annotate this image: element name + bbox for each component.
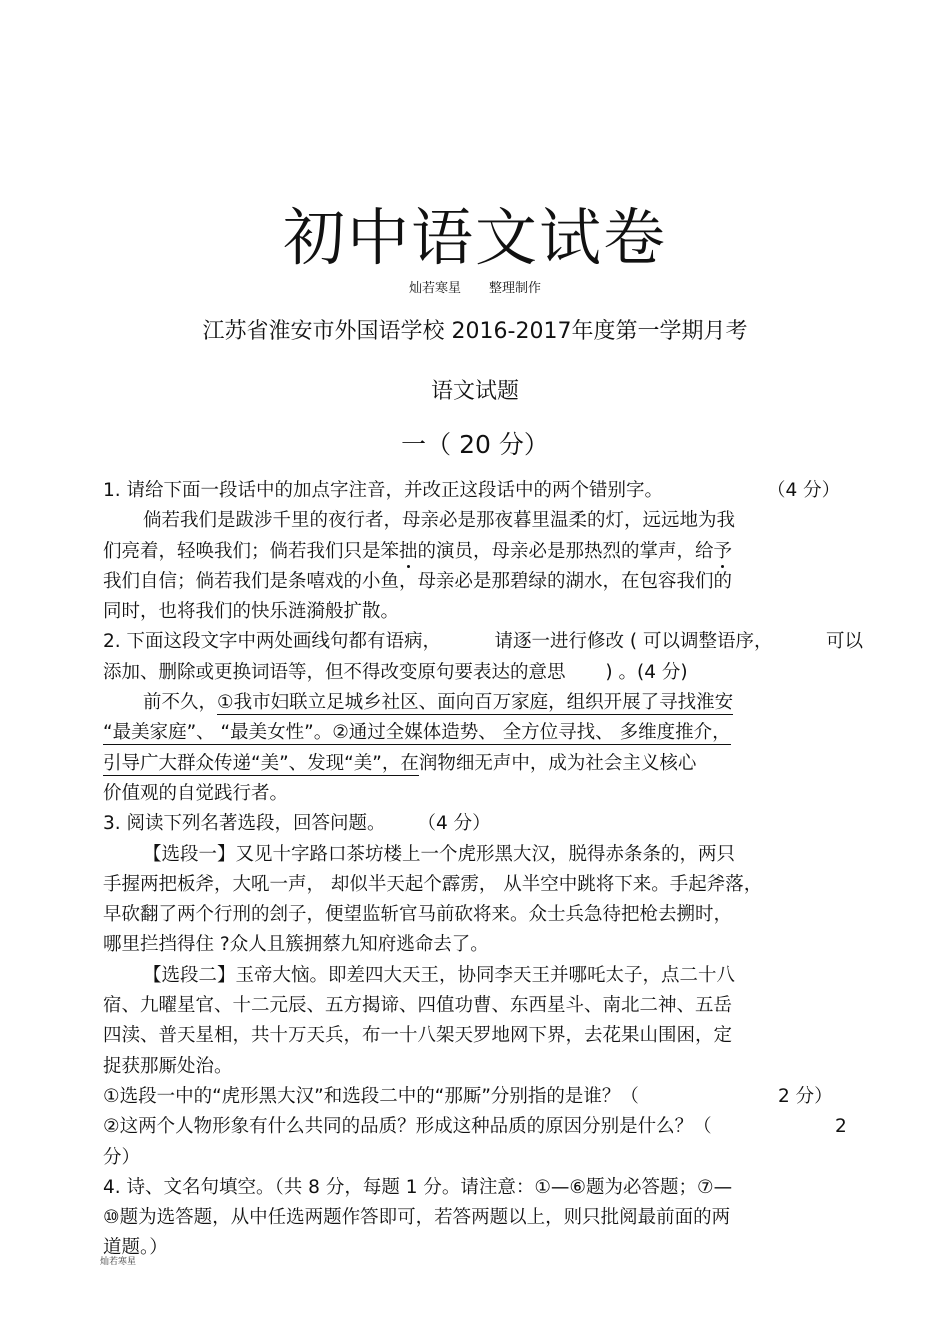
q4-stem: ⑩题为选答题，从中任选两题作答即可，若答两题以上，则只批阅最前面的两: [103, 1207, 731, 1229]
section-heading: 一（ 20 分）: [401, 430, 549, 459]
q3-excerpt-line: 早砍翻了两个行刑的刽子，便望监斩官马前砍将来。众士兵急待把枪去搠时，: [103, 904, 733, 926]
q3-excerpt-line: 捉获那厮处治。: [103, 1055, 233, 1077]
q2-stem: 添加、删除或更换词语等，但不得改变原句要表达的意思 ) 。(4 分): [103, 661, 688, 683]
q3-excerpt-line: 【选段二】玉帝大恼。即差四大天王，协同李天王并哪吒太子，点二十八: [143, 964, 736, 986]
credit-name: 灿若寒星: [408, 281, 461, 296]
q2-stem: 2. 下面这段文字中两处画线句都有语病， 请逐一进行修改 ( 可以调整语序， 可以: [103, 631, 863, 653]
dotted-char: 拙: [399, 540, 418, 562]
q3-excerpt-line: 四渎、普天星相，共十万天兵，布一十八架天罗地网下界，去花果山围困，定: [103, 1025, 733, 1047]
q2-passage-line: 前不久，①我市妇联立足城乡社区、面向百万家庭，组织开展了寻找淮安: [143, 692, 734, 714]
q3-excerpt-line: 宿、九曜星官、十二元辰、五方揭谛、四值功曹、东西星斗、南北二神、五岳: [103, 995, 733, 1017]
q3-subquestion: ①选段一中的“虎形黑大汉”和选段二中的“那厮”分别指的是谁？（ 2 分）: [103, 1085, 833, 1107]
credit-line: [0, 280, 950, 298]
page-footer: 灿若寒星: [100, 1257, 137, 1267]
q2-passage-line: [103, 718, 863, 748]
q2-passage-line: 价值观的自觉践行者。: [103, 782, 289, 804]
exam-body: [103, 476, 863, 1264]
credit-role: 整理制作: [489, 281, 542, 296]
q4-stem: 道题。）: [103, 1237, 168, 1259]
q3-subquestion: 分）: [103, 1146, 141, 1168]
q3-excerpt-line: 哪里拦挡得住 ?众人且簇拥蔡九知府逃命去了。: [103, 934, 489, 956]
q1-score: （4 分）: [767, 480, 841, 501]
q1-passage-line: 倘若我们是跋涉千里的夜行者，母亲必是那夜暮里温柔的灯，远远地为我: [143, 510, 736, 532]
q3-score: （4 分）: [417, 813, 491, 835]
exam-subject-heading: 语文试题: [430, 379, 519, 404]
q3-excerpt-line: 【选段一】又见十字路口茶坊楼上一个虎形黑大汉，脱得赤条条的，两只: [143, 843, 736, 865]
q1-passage-line: 同时，也将我们的快乐涟漪般扩散。: [103, 601, 400, 623]
q2-passage-line: 引导广大群众传递“美”、发现“美”，在润物细无声中，成为社会主义核心: [103, 752, 697, 774]
underlined-sentence: 引导广大群众传递“美”、发现“美”，在: [103, 752, 419, 774]
exam-school-heading: 江苏省淮安市外国语学校 2016-2017年度第一学期月考: [202, 319, 748, 344]
underlined-sentence: ①我市妇联立足城乡社区、面向百万家庭，组织开展了寻找淮安: [217, 692, 734, 714]
page-title: 初中语文试卷: [282, 201, 667, 274]
dotted-char: 予: [713, 540, 733, 562]
q1-passage-line: 我们自信；倘若我们是条嘻戏的小鱼，母亲必是那碧绿的湖水，在包容我们的: [103, 570, 733, 592]
q3-stem: 3. 阅读下列名著选段，回答问题。 （4 分）: [103, 813, 491, 835]
q1-stem: 1. 请给下面一段话中的加点字注音，并改正这段话中的两个错别字。 （4 分）: [103, 476, 863, 506]
q3-subquestion: ②这两个人物形象有什么共同的品质？形成这种品质的原因分别是什么？（ 2: [103, 1116, 847, 1138]
underlined-sentence: “最美家庭”、 “最美女性”。②通过全媒体造势、 全方位寻找、 多维度推介，: [103, 722, 731, 744]
q1-passage-line: 们亮着，轻唤我们；倘若我们只是笨拙的演员，母亲必是那热烈的掌声，给予: [103, 540, 733, 562]
q3-excerpt-line: 手握两把板斧，大吼一声， 却似半天起个霹雳， 从半空中跳将下来。手起斧落，: [103, 873, 763, 895]
q4-stem: 4. 诗、文名句填空。（共 8 分，每题 1 分。请注意：①—⑥题为必答题；⑦—: [103, 1176, 733, 1198]
